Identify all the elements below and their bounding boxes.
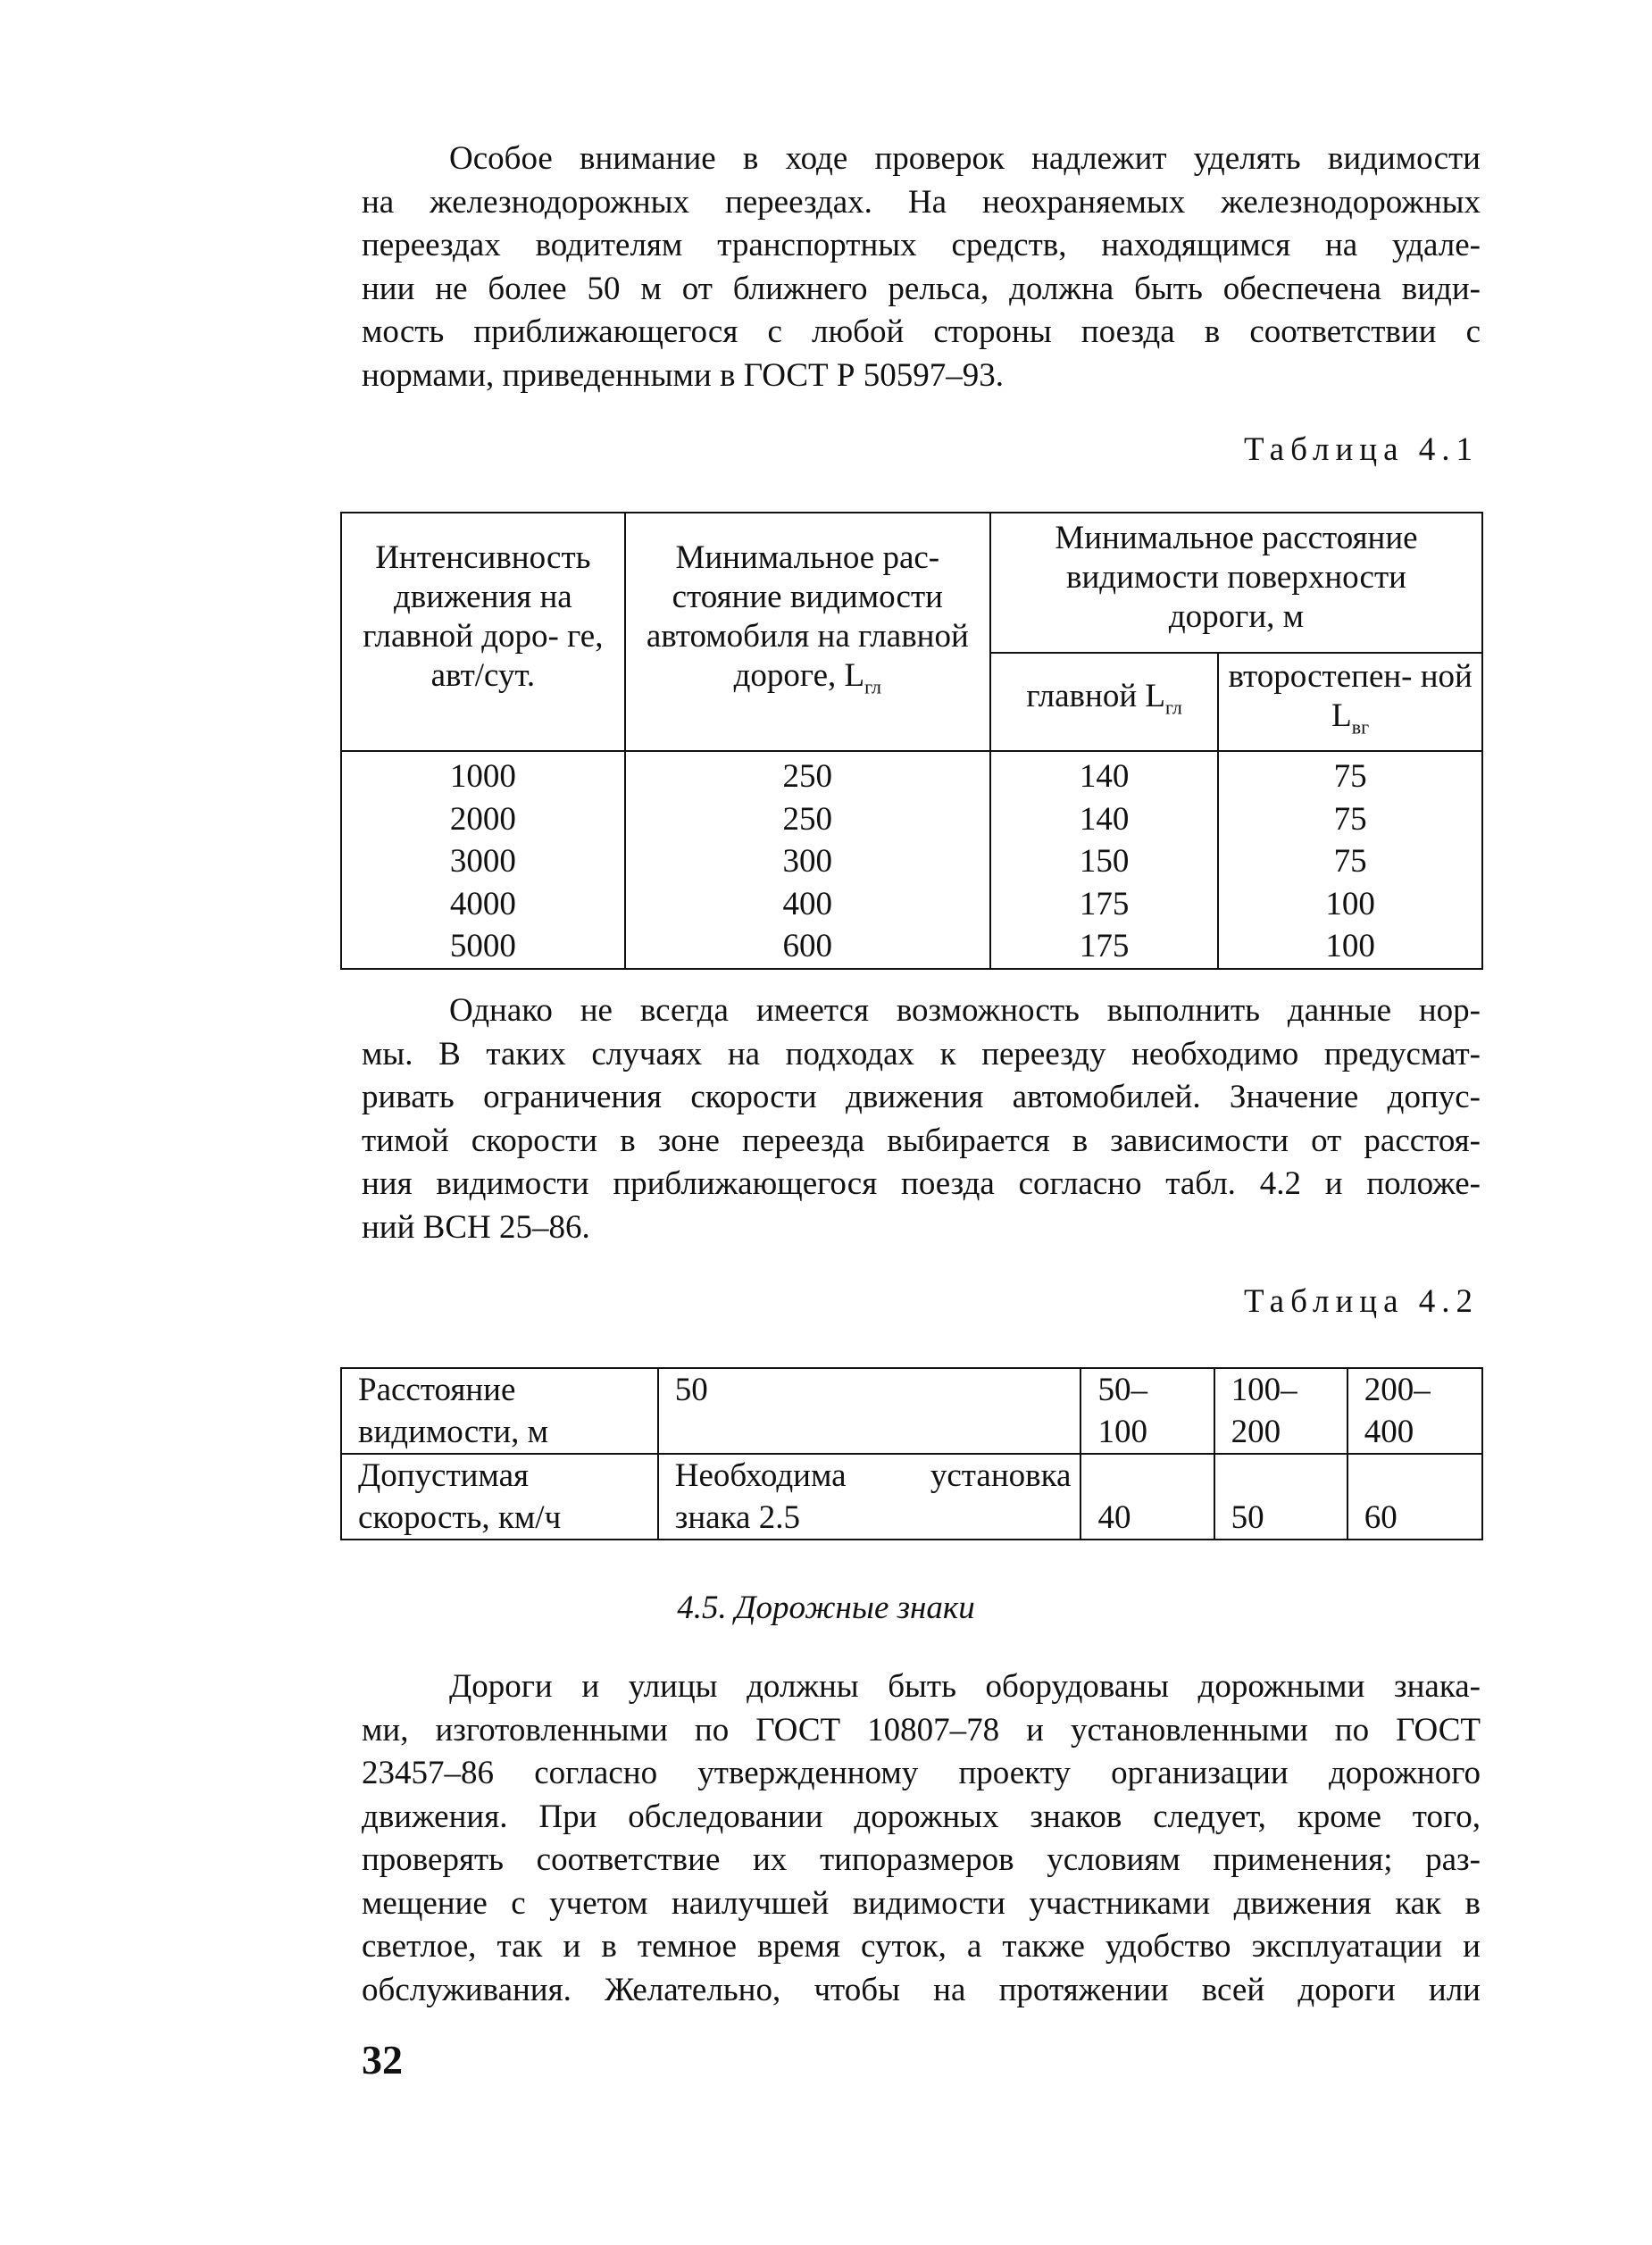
- table-caption-4-1: Таблица 4.1: [1244, 431, 1479, 468]
- cell: 100: [1218, 925, 1482, 969]
- section-heading: 4.5. Дорожные знаки: [677, 1590, 975, 1626]
- cell: 140: [990, 798, 1218, 841]
- text-line: светлое, так и в темное время суток, а также удобство эксплуатации и: [362, 1928, 1481, 1965]
- text-line: тимой скорости в зоне переезда выбирается в зависимости от расстоя-: [362, 1122, 1481, 1159]
- table-row: [341, 751, 1482, 798]
- cell: 4000: [341, 883, 625, 926]
- table-row: [341, 1368, 1482, 1454]
- cell: 400: [625, 883, 990, 926]
- paragraph-speed-limits: [362, 989, 1481, 1249]
- text-line: движения. При обследовании дорожных знаков следует, кроме того,: [362, 1798, 1481, 1835]
- table-row: [341, 798, 1482, 841]
- cell: 75: [1218, 798, 1482, 841]
- header-surface-visibility: [990, 513, 1482, 653]
- paragraph-road-signs: [362, 1665, 1481, 2012]
- text-line: проверять соответствие их типоразмеров условиям применения; раз-: [362, 1841, 1481, 1878]
- table-row: [341, 883, 1482, 926]
- text-line: обслуживания. Желательно, чтобы на протяжении всей дороги или: [362, 1971, 1481, 2008]
- text-line: Однако не всегда имеется возможность выполнить данные нор-: [449, 992, 1481, 1029]
- text-line: нии не более 50 м от ближнего рельса, должна быть обеспечена види-: [362, 270, 1481, 307]
- text-line: 23457–86 согласно утвержденному проекту организации дорожного: [362, 1755, 1481, 1791]
- cell: 50: [1214, 1454, 1347, 1540]
- cell: 200– 400: [1347, 1368, 1482, 1454]
- header-secondary-road-text: второстепен- ной L: [1228, 657, 1473, 734]
- table-4-1: [340, 512, 1483, 970]
- header-car-visibility: [625, 513, 990, 751]
- cell: 175: [990, 925, 1218, 969]
- cell: 250: [625, 751, 990, 798]
- text-line: на железнодорожных переездах. На неохраняемых железнодорожных: [362, 183, 1481, 221]
- cell: 60: [1347, 1454, 1482, 1540]
- header-secondary-road: [1218, 653, 1482, 751]
- text-line: ний ВСН 25–86.: [362, 1208, 590, 1246]
- text-line: мещение с учетом наилучшей видимости участниками движения как в: [362, 1884, 1481, 1922]
- subscript: гл: [1164, 696, 1182, 719]
- cell: 250: [625, 798, 990, 841]
- paragraph-visibility-crossings: [362, 138, 1481, 397]
- text-line: ривать ограничения скорости движения автомобилей. Значение допус-: [362, 1079, 1481, 1115]
- page-number: 32: [362, 2037, 403, 2082]
- cell: 2000: [341, 798, 625, 841]
- cell: 140: [990, 751, 1218, 798]
- table-row: [341, 925, 1482, 969]
- subscript: гл: [864, 675, 882, 698]
- cell: 50: [658, 1368, 1081, 1454]
- header-intensity: [341, 513, 625, 751]
- cell: 3000: [341, 840, 625, 883]
- cell: 50– 100: [1080, 1368, 1214, 1454]
- cell: Допустимая скорость, км/ч: [341, 1454, 658, 1540]
- table-row: [341, 1454, 1482, 1540]
- table-caption-4-2: Таблица 4.2: [1244, 1283, 1479, 1320]
- text-line: переездах водителям транспортных средств, находящимся на удале-: [362, 227, 1481, 263]
- text-line: ния видимости приближающегося поезда согласно табл. 4.2 и положе-: [362, 1165, 1481, 1202]
- text-line: Особое внимание в ходе проверок надлежит уделять видимости: [449, 140, 1481, 177]
- text-line: нормами, приведенными в ГОСТ Р 50597–93.: [362, 356, 1004, 394]
- cell: 75: [1218, 840, 1482, 883]
- header-main-road-text: главной L: [1026, 677, 1165, 714]
- text-line: мость приближающегося с любой стороны поезда в соответствии с: [362, 313, 1481, 350]
- cell: 40: [1080, 1454, 1214, 1540]
- cell: 75: [1218, 751, 1482, 798]
- table-4-2: [340, 1367, 1483, 1540]
- cell: 150: [990, 840, 1218, 883]
- cell: 600: [625, 925, 990, 969]
- text-line: мы. В таких случаях на подходах к переезду необходимо предусмат-: [362, 1035, 1481, 1072]
- text-line: Дороги и улицы должны быть оборудованы дорожными знака-: [449, 1668, 1481, 1705]
- header-car-visibility-text: Минимальное рас- стояние видимости автомобиля на главной дороге, L: [646, 539, 969, 694]
- table-row: [341, 840, 1482, 883]
- cell: 100: [1218, 883, 1482, 926]
- cell: 5000: [341, 925, 625, 969]
- cell: Необходима установка знака 2.5: [658, 1454, 1081, 1540]
- cell: 1000: [341, 751, 625, 798]
- cell: 300: [625, 840, 990, 883]
- header-surface-visibility-text: Минимальное расстояние видимости поверхности дороги, м: [1055, 520, 1418, 635]
- text-line: ми, изготовленными по ГОСТ 10807–78 и установленными по ГОСТ: [362, 1711, 1481, 1748]
- header-intensity-text: Интенсивность движения на главной доро- ге, авт/сут.: [363, 539, 604, 694]
- header-main-road: [990, 653, 1218, 751]
- subscript: вг: [1351, 715, 1370, 739]
- cell: 100– 200: [1214, 1368, 1347, 1454]
- cell: 175: [990, 883, 1218, 926]
- cell: Расстояние видимости, м: [341, 1368, 658, 1454]
